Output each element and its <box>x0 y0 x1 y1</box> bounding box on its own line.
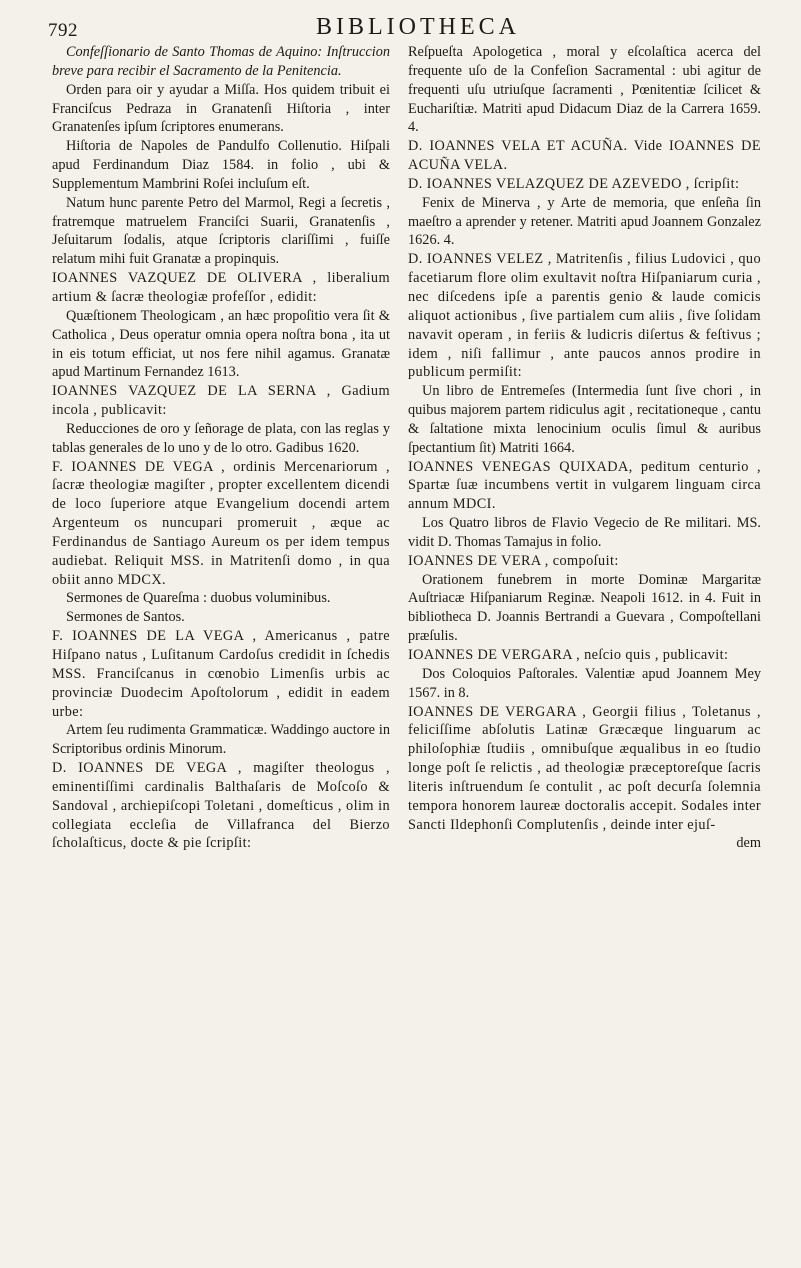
running-title: BIBLIOTHECA <box>316 14 520 40</box>
author-heading: IOANNES VAZQUEZ DE LA SERNA , Gadium incola , publicavit: <box>52 383 390 419</box>
entry-paragraph: Sermones de Quareſma : duobus voluminibus. <box>66 590 331 607</box>
entry-paragraph: Sermones de Santos. <box>66 609 185 626</box>
author-heading: D. IOANNES VELA ET ACUÑA. Vide IOANNES DE ACUÑA VELA. <box>408 138 761 174</box>
entry-paragraph: Orationem funebrem in morte Dominæ Margaritæ Auſtriacæ Hiſpaniarum Reginæ. Neapoli 1612. in 4. Fuit in bibliotheca D. Joannis Bertrandi a Guevara , Compoſtellani præſulis. <box>408 571 761 645</box>
author-heading: D. IOANNES VELEZ , Matritenſis , filius Ludovici , quo facetiarum flore olim exultavit noſtra Hiſpaniarum curia , nec diſcedens ipſe a parentis genio & laude comicis aliquot actionibus , ſive partialem cum aliis , ſive ſolidam navavit operam , in feriis & ludicris diſertus & feſtivus ; idem , niſi fallimur , ante paucos annos prodire in publicum permiſit: <box>408 251 761 381</box>
author-heading: D. IOANNES VELAZQUEZ DE AZEVEDO , ſcripſit: <box>408 175 740 192</box>
author-heading: IOANNES DE VERA , compoſuit: <box>408 552 619 569</box>
page-header <box>48 14 768 42</box>
left-column <box>52 43 390 853</box>
entry-paragraph: Artem ſeu rudimenta Grammaticæ. Waddingo auctore in Scriptoribus ordinis Minorum. <box>52 722 390 758</box>
entry-paragraph: Fenix de Minerva , y Arte de memoria, que enſeña ſin maeſtro a aprender y retener. Matriti apud Joannem Gonzalez 1626. 4. <box>408 194 761 249</box>
author-heading: IOANNES VAZQUEZ DE OLIVERA , liberalium artium & ſacræ theologiæ profeſſor , edidit: <box>52 270 390 305</box>
author-heading: D. IOANNES DE VEGA , magiſter theologus , eminentiſſimi cardinalis Balthaſaris de Moſcoſo & Sandoval , archiepiſcopi Toletani , domeſticus , olim in collegiata eccleſia de Villafranca del Bierzo ſcholaſticus, docte & pie ſcripſit: <box>52 760 390 852</box>
entry-paragraph: Reducciones de oro y ſeñorage de plata, con las reglas y tablas generales de lo uno y de lo otro. Gadibus 1620. <box>52 420 390 456</box>
catchword: dem <box>736 835 761 852</box>
entry-paragraph: Los Quatro libros de Flavio Vegecio de Re militari. MS. vidit D. Thomas Tamajus in folio. <box>408 515 761 550</box>
entry-paragraph: Reſpueſta Apologetica , moral y eſcolaſtica acerca del frequente uſo de la Confeſion Sacramental : ubi agitur de frequenti uſu utriuſque ſacramenti , Pœnitentiæ ſcilicet & Euchariſtiæ. Matriti apud Didacum Diaz de la Carrera 1659. 4. <box>408 44 761 136</box>
page-number: 792 <box>48 20 78 41</box>
entry-paragraph: Confeſſionario de Santo Thomas de Aquino: Inſtruccion breve para recibir el Sacramento de la Penitencia. <box>52 44 390 79</box>
entry-paragraph: Hiſtoria de Napoles de Pandulfo Collenutio. Hiſpali apud Ferdinandum Diaz 1584. in folio , ubi & Supplementum Mambrini Roſei incluſum eſt. <box>52 138 390 192</box>
author-heading: IOANNES DE VERGARA , neſcio quis , publicavit: <box>408 647 729 663</box>
author-heading: F. IOANNES DE LA VEGA , Americanus , patre Hiſpano natus , Luſitanum Cardoſus credidit in ſchedis MSS. Franciſcanus in cœnobio Limenſis urbis ac provinciæ Duodecim Apoſtolorum , edidit in eadem urbe: <box>52 628 390 720</box>
entry-paragraph: Natum hunc parente Petro del Marmol, Regi a ſecretis , fratremque matruelem Franciſci Suarii, Granatenſis , Jeſuitarum ſodalis, atque ſcriptoris clariſſimi , fuiſſe relatum mihi fuit Granatæ a propinquis. <box>52 194 390 268</box>
entry-paragraph: Quæſtionem Theologicam , an hæc propoſitio vera ſit & Catholica , Deus operatur omnia opera noſtra bona , ita ut in eis totum efficiat, ut nos fere nihil agamus. Granatæ apud Martinum Fernandez 1613. <box>52 307 390 381</box>
entry-paragraph: Un libro de Entremeſes (Intermedia ſunt ſive chori , in quibus majorem partem ridiculus agit , recitationeque , cantu & ſaltatione mixta lenocinium oculis ſimul & auribus ſpectantium ſit) Matriti 1664. <box>408 383 761 456</box>
right-column <box>408 43 761 853</box>
author-heading: F. IOANNES DE VEGA , ordinis Mercenariorum , ſacræ theologiæ magiſter , propter excellentem dicendi de loco ſuperiore atque Evangelium docendi artem Argenteum os nuncupari promeruit , æque ac Ferdinandus de Santiago Aureum os per idem tempus audiebat. Reliquit MSS. in Matritenſi domo , in qua obiit anno MDCX. <box>52 458 390 588</box>
author-heading: IOANNES DE VERGARA , Georgii filius , Toletanus , feliciſſime abſolutis Latinæ Græcæque linguarum ac philoſophiæ ſtudiis , omnibuſque æqualibus in eo ſtudio longe poſt ſe relictis , ad theologiæ præceptoreſque ſacris literis inſtruendum ſe contulit , ac poſt decurſa ſolemnia tempora honorem laureæ doctoralis accepit. Sodales inter Sancti Ildephonſi Complutenſis , deinde inter ejuſ- <box>408 703 761 833</box>
author-heading: IOANNES VENEGAS QUIXADA, peditum centurio , Spartæ ſuæ incumbens vertit in vulgarem linguam circa annum MDCI. <box>408 458 761 513</box>
entry-paragraph: Orden para oir y ayudar a Miſſa. Hos quidem tribuit ei Franciſcus Pedraza in Granatenſi Hiſtoria , inter Granatenſes ipſum ſcriptores enumerans. <box>52 81 390 136</box>
entry-paragraph: Dos Coloquios Paſtorales. Valentiæ apud Joannem Mey 1567. in 8. <box>408 665 761 701</box>
